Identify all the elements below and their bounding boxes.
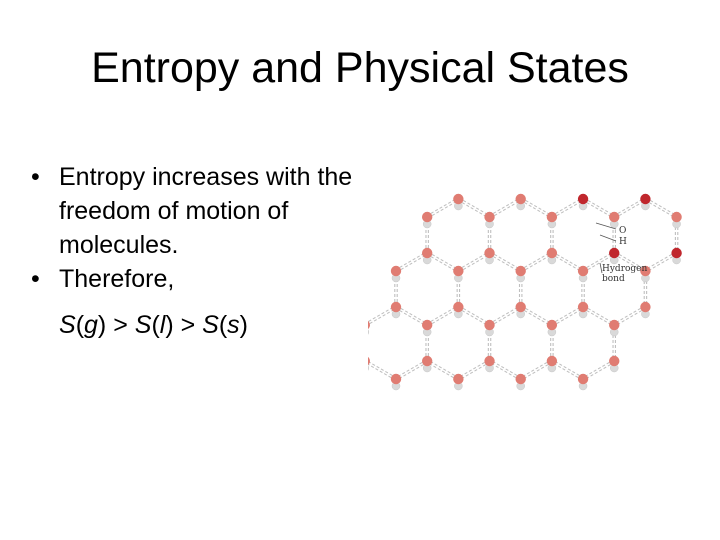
bond-line bbox=[368, 360, 397, 378]
oxygen-atom bbox=[671, 248, 681, 258]
oxygen-atom bbox=[453, 374, 463, 384]
bond-line bbox=[459, 254, 490, 272]
oxygen-atom bbox=[547, 248, 557, 258]
hydrogen-label: H bbox=[619, 237, 627, 247]
oxygen-atom bbox=[547, 212, 557, 222]
bond-line bbox=[427, 198, 458, 216]
oxygen-atom bbox=[484, 248, 494, 258]
bond-line bbox=[520, 360, 551, 378]
bond-line bbox=[645, 200, 676, 218]
oxygen-atom bbox=[516, 266, 526, 276]
bond-line bbox=[368, 308, 397, 326]
oxygen-atom bbox=[422, 212, 432, 222]
hydrogen-bond-label: Hydrogen bbox=[602, 264, 648, 274]
bond-line bbox=[520, 252, 551, 270]
bond-line bbox=[395, 360, 426, 378]
bond-line bbox=[489, 362, 520, 380]
oxygen-atom bbox=[547, 320, 557, 330]
entropy-inequality: S(g) > S(l) > S(s) bbox=[59, 311, 248, 339]
slide-title: Entropy and Physical States bbox=[91, 44, 629, 92]
bond-line bbox=[428, 360, 459, 378]
oxygen-atom bbox=[484, 320, 494, 330]
oxygen-atom bbox=[609, 320, 619, 330]
oxygen-atom bbox=[640, 194, 650, 204]
oxygen-atom bbox=[453, 302, 463, 312]
bullet-item bbox=[28, 160, 358, 262]
oxygen-atom bbox=[578, 266, 588, 276]
oxygen-atom bbox=[484, 356, 494, 366]
bond-line bbox=[428, 308, 459, 326]
bullet-text: Entropy increases with the freedom of motion of molecules. bbox=[59, 163, 353, 259]
bond-line bbox=[428, 252, 459, 270]
bond-line bbox=[551, 198, 582, 216]
bond-line bbox=[490, 360, 521, 378]
oxygen-atom bbox=[484, 212, 494, 222]
bullet-list bbox=[28, 160, 358, 296]
oxygen-atom bbox=[516, 194, 526, 204]
oxygen-atom bbox=[422, 356, 432, 366]
oxygen-atom bbox=[609, 212, 619, 222]
bond-line bbox=[459, 306, 490, 324]
bond-line bbox=[584, 198, 615, 216]
oxygen-atom bbox=[422, 248, 432, 258]
bond-line bbox=[489, 306, 520, 324]
bond-line bbox=[582, 360, 613, 378]
bond-line bbox=[397, 306, 428, 324]
bond-line bbox=[427, 254, 458, 272]
oxygen-atom bbox=[422, 320, 432, 330]
bond-line bbox=[552, 252, 583, 270]
bond-line bbox=[584, 306, 615, 324]
bond-line bbox=[551, 362, 582, 380]
bullet-marker: • bbox=[31, 163, 40, 191]
bond-line bbox=[397, 362, 428, 380]
bond-line bbox=[458, 360, 489, 378]
oxygen-atom bbox=[391, 266, 401, 276]
bond-line bbox=[459, 362, 490, 380]
bond-line bbox=[458, 200, 489, 218]
bond-line bbox=[584, 362, 615, 380]
bond-line bbox=[427, 306, 458, 324]
bond-line bbox=[489, 198, 520, 216]
oxygen-atom bbox=[391, 302, 401, 312]
bond-line bbox=[615, 200, 646, 218]
bullet-item bbox=[28, 262, 358, 296]
bond-line bbox=[552, 360, 583, 378]
bond-line bbox=[395, 308, 426, 326]
bond-line bbox=[490, 308, 521, 326]
bond-line bbox=[520, 308, 551, 326]
bond-line bbox=[646, 254, 677, 272]
bond-line bbox=[459, 198, 490, 216]
molecule-atoms bbox=[368, 194, 682, 390]
oxygen-atom bbox=[609, 248, 619, 258]
oxygen-atom bbox=[453, 266, 463, 276]
oxygen-atom bbox=[547, 356, 557, 366]
oxygen-atom bbox=[391, 374, 401, 384]
bond-line bbox=[614, 306, 645, 324]
bond-line bbox=[490, 252, 521, 270]
bond-line bbox=[551, 306, 582, 324]
bond-line bbox=[552, 200, 583, 218]
bond-line bbox=[520, 200, 551, 218]
bond-line bbox=[521, 306, 552, 324]
ice-lattice-diagram bbox=[368, 175, 708, 420]
oxygen-atom bbox=[671, 212, 681, 222]
oxygen-atom bbox=[516, 374, 526, 384]
oxygen-atom bbox=[516, 302, 526, 312]
bond-line bbox=[551, 254, 582, 272]
bond-line bbox=[458, 252, 489, 270]
bond-line bbox=[615, 308, 646, 326]
bond-line bbox=[552, 308, 583, 326]
bond-line bbox=[521, 198, 552, 216]
hydrogen-bond-network bbox=[368, 198, 678, 380]
bond-line bbox=[646, 198, 677, 216]
bullet-marker: • bbox=[31, 265, 40, 293]
bond-line bbox=[645, 252, 676, 270]
bond-line bbox=[489, 254, 520, 272]
bond-line bbox=[427, 362, 458, 380]
bond-line bbox=[521, 362, 552, 380]
oxygen-atom bbox=[640, 302, 650, 312]
bond-line bbox=[428, 200, 459, 218]
bullet-text: Therefore, bbox=[59, 265, 175, 293]
bond-line bbox=[395, 252, 426, 270]
oxygen-atom bbox=[578, 374, 588, 384]
oxygen-atom bbox=[578, 302, 588, 312]
oxygen-label: O bbox=[619, 226, 627, 236]
bond-line bbox=[458, 308, 489, 326]
bond-line bbox=[582, 308, 613, 326]
oxygen-atom bbox=[578, 194, 588, 204]
hydrogen-pointer bbox=[600, 235, 616, 241]
bond-line bbox=[521, 254, 552, 272]
hydrogen-bond-label: bond bbox=[602, 274, 625, 284]
bond-line bbox=[397, 254, 428, 272]
oxygen-atom bbox=[609, 356, 619, 366]
oxygen-atom bbox=[453, 194, 463, 204]
hydrogen-atom bbox=[368, 328, 369, 336]
bond-line bbox=[490, 200, 521, 218]
bond-line bbox=[614, 198, 645, 216]
bond-line bbox=[582, 200, 613, 218]
